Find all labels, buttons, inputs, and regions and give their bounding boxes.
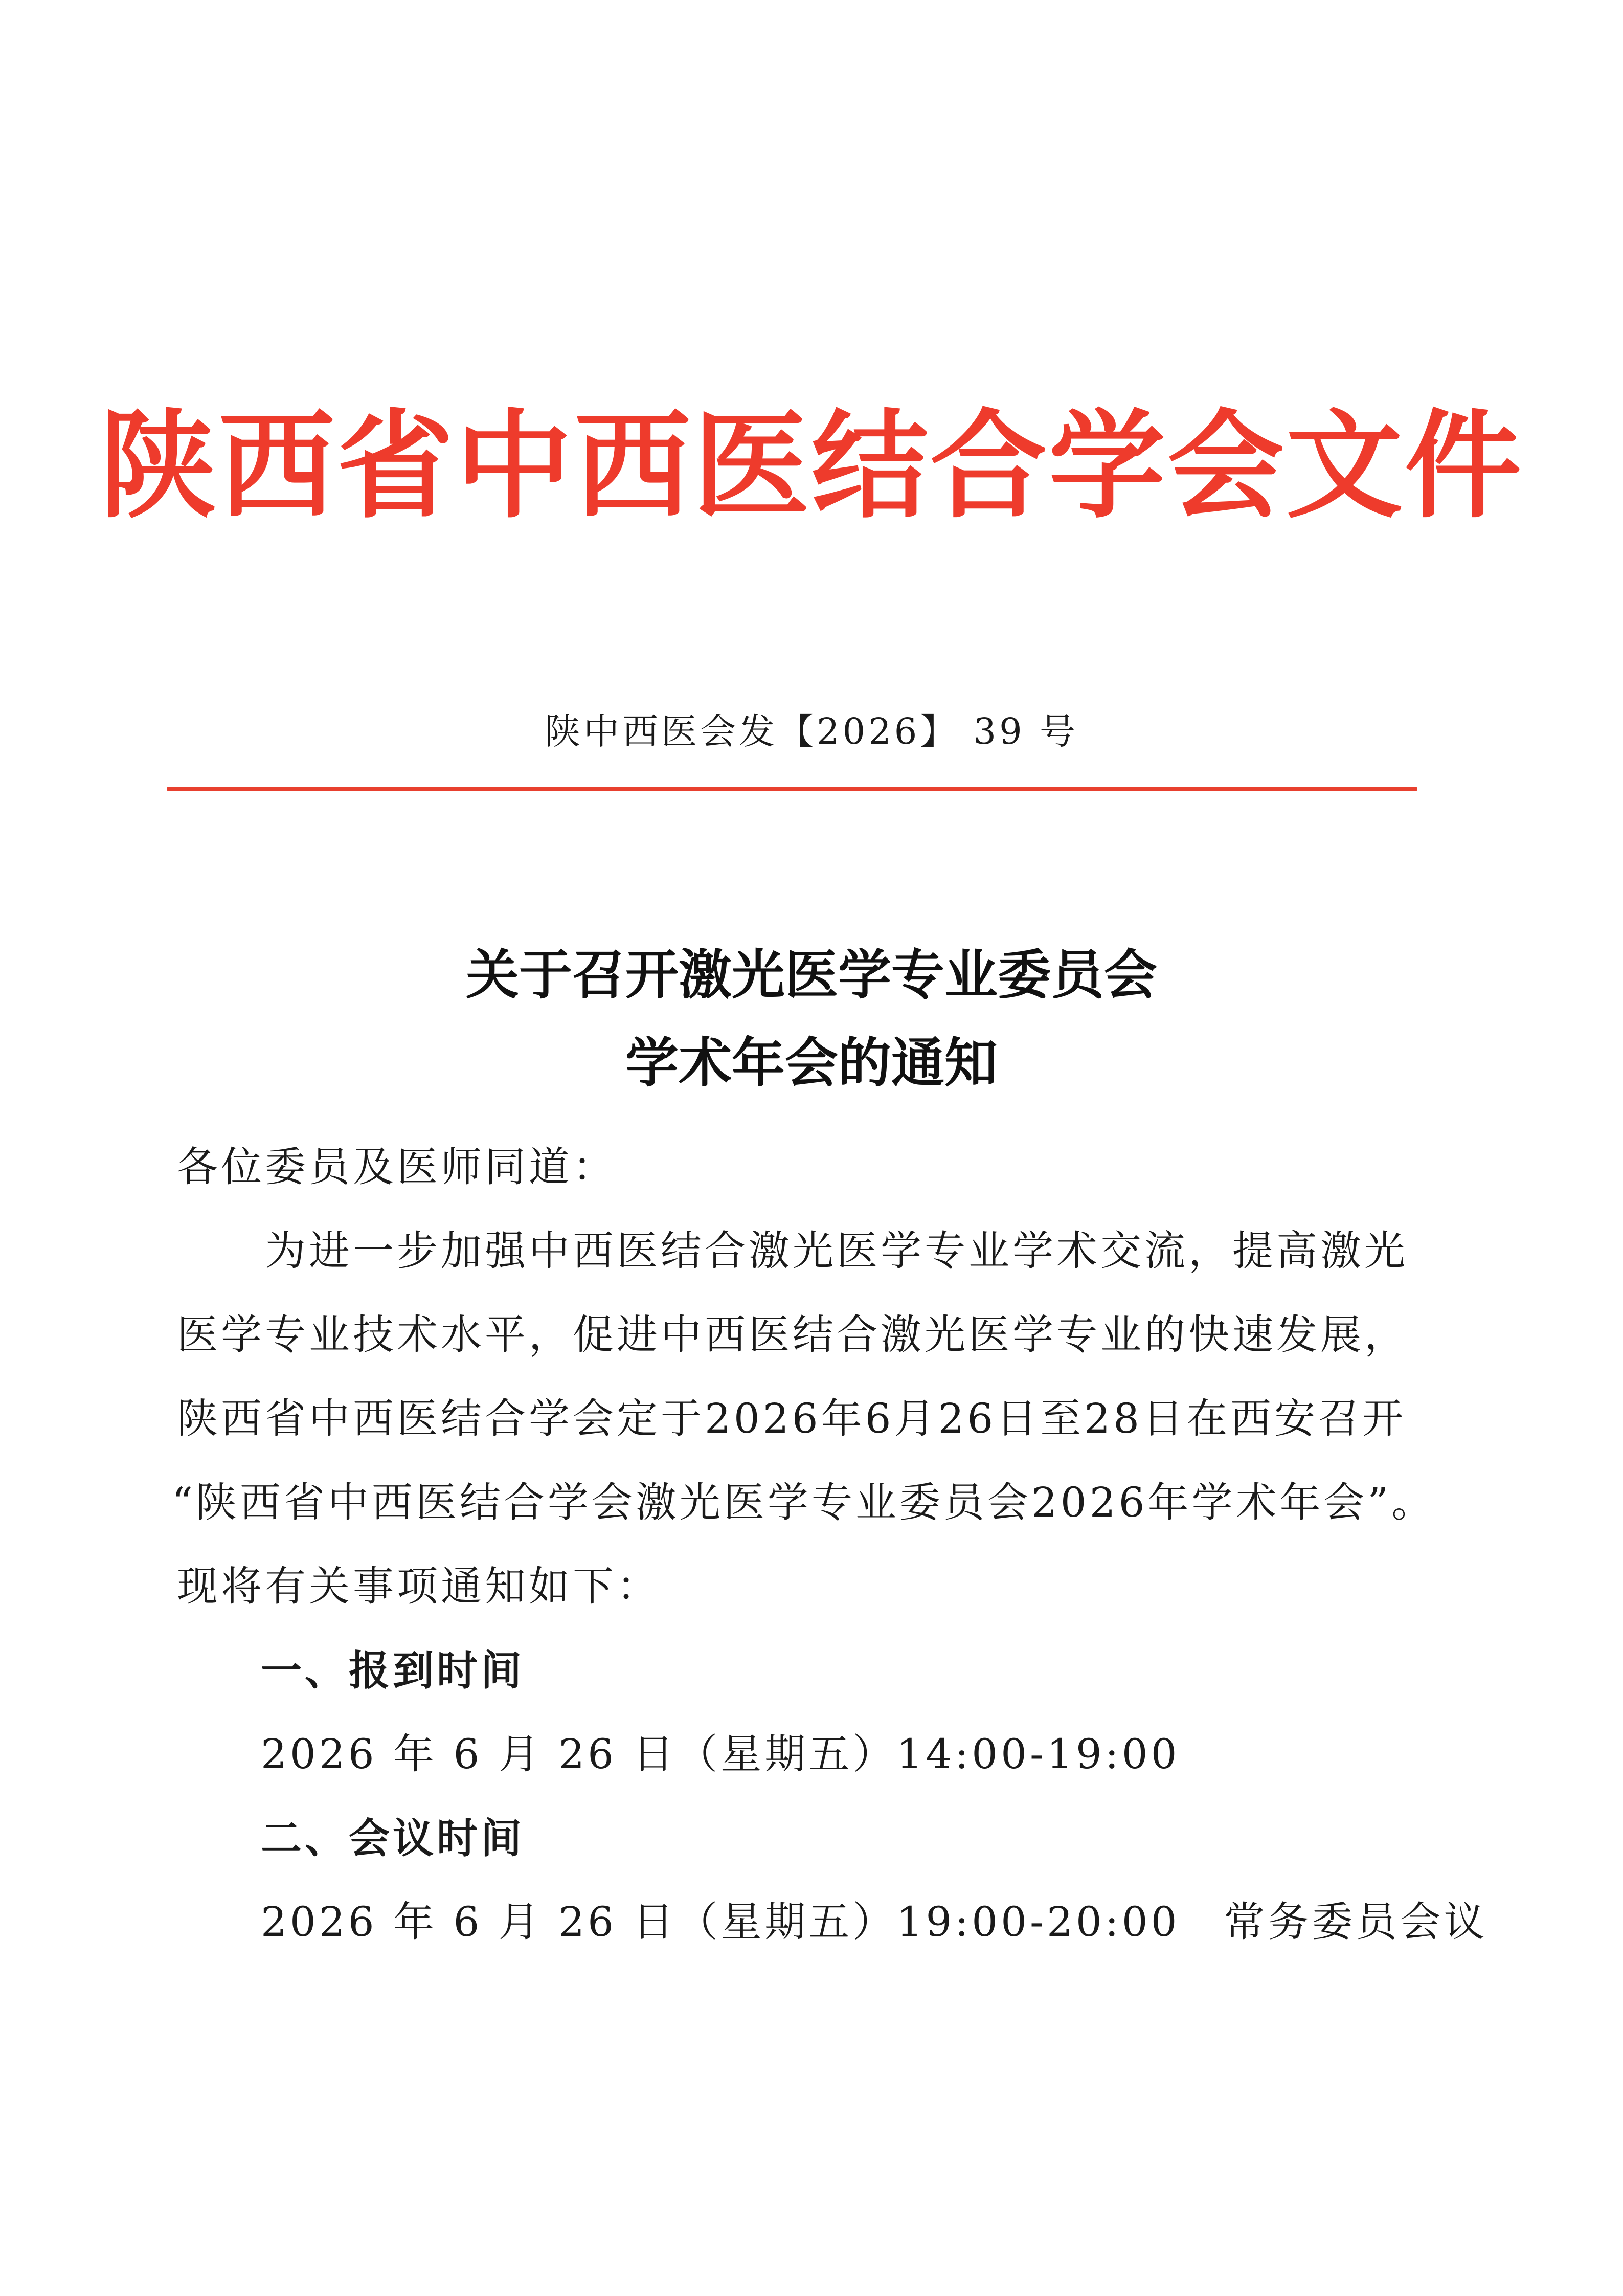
notice-title-line-1: 关于召开激光医学专业委员会 [465,943,1157,1006]
section-content-registration: 2026 年 6 月 26 日（星期五）14:00-19:00 [261,1730,1180,1778]
paragraph-line: 医学专业技术水平，促进中西医结合激光医学专业的快速发展， [177,1311,1408,1358]
paragraph-line: “陕西省中西医结合学会激光医学专业委员会2026年学术年会”。 [172,1479,1436,1526]
paragraph-line: 现将有关事项通知如下： [177,1563,661,1610]
paragraph-line: 为进一步加强中西医结合激光医学专业学术交流，提高激光 [265,1227,1408,1275]
notice-title-line-2: 学术年会的通知 [625,1031,998,1094]
document-number: 陕中西医会发【2026】 39 号 [545,710,1078,752]
header-divider [167,787,1417,791]
section-heading-registration: 一、报到时间 [261,1646,525,1695]
org-header-title: 陕西省中西医结合学会文件 [100,397,1523,534]
notice-title [0,931,1623,1107]
section-heading-meeting: 二、会议时间 [261,1814,525,1862]
salutation: 各位委员及医师同道： [177,1143,617,1191]
section-content-meeting: 2026 年 6 月 26 日（星期五）19:00-20:00 常务委员会议 [261,1898,1488,1946]
paragraph-line: 陕西省中西医结合学会定于2026年6月26日至28日在西安召开 [177,1395,1407,1442]
